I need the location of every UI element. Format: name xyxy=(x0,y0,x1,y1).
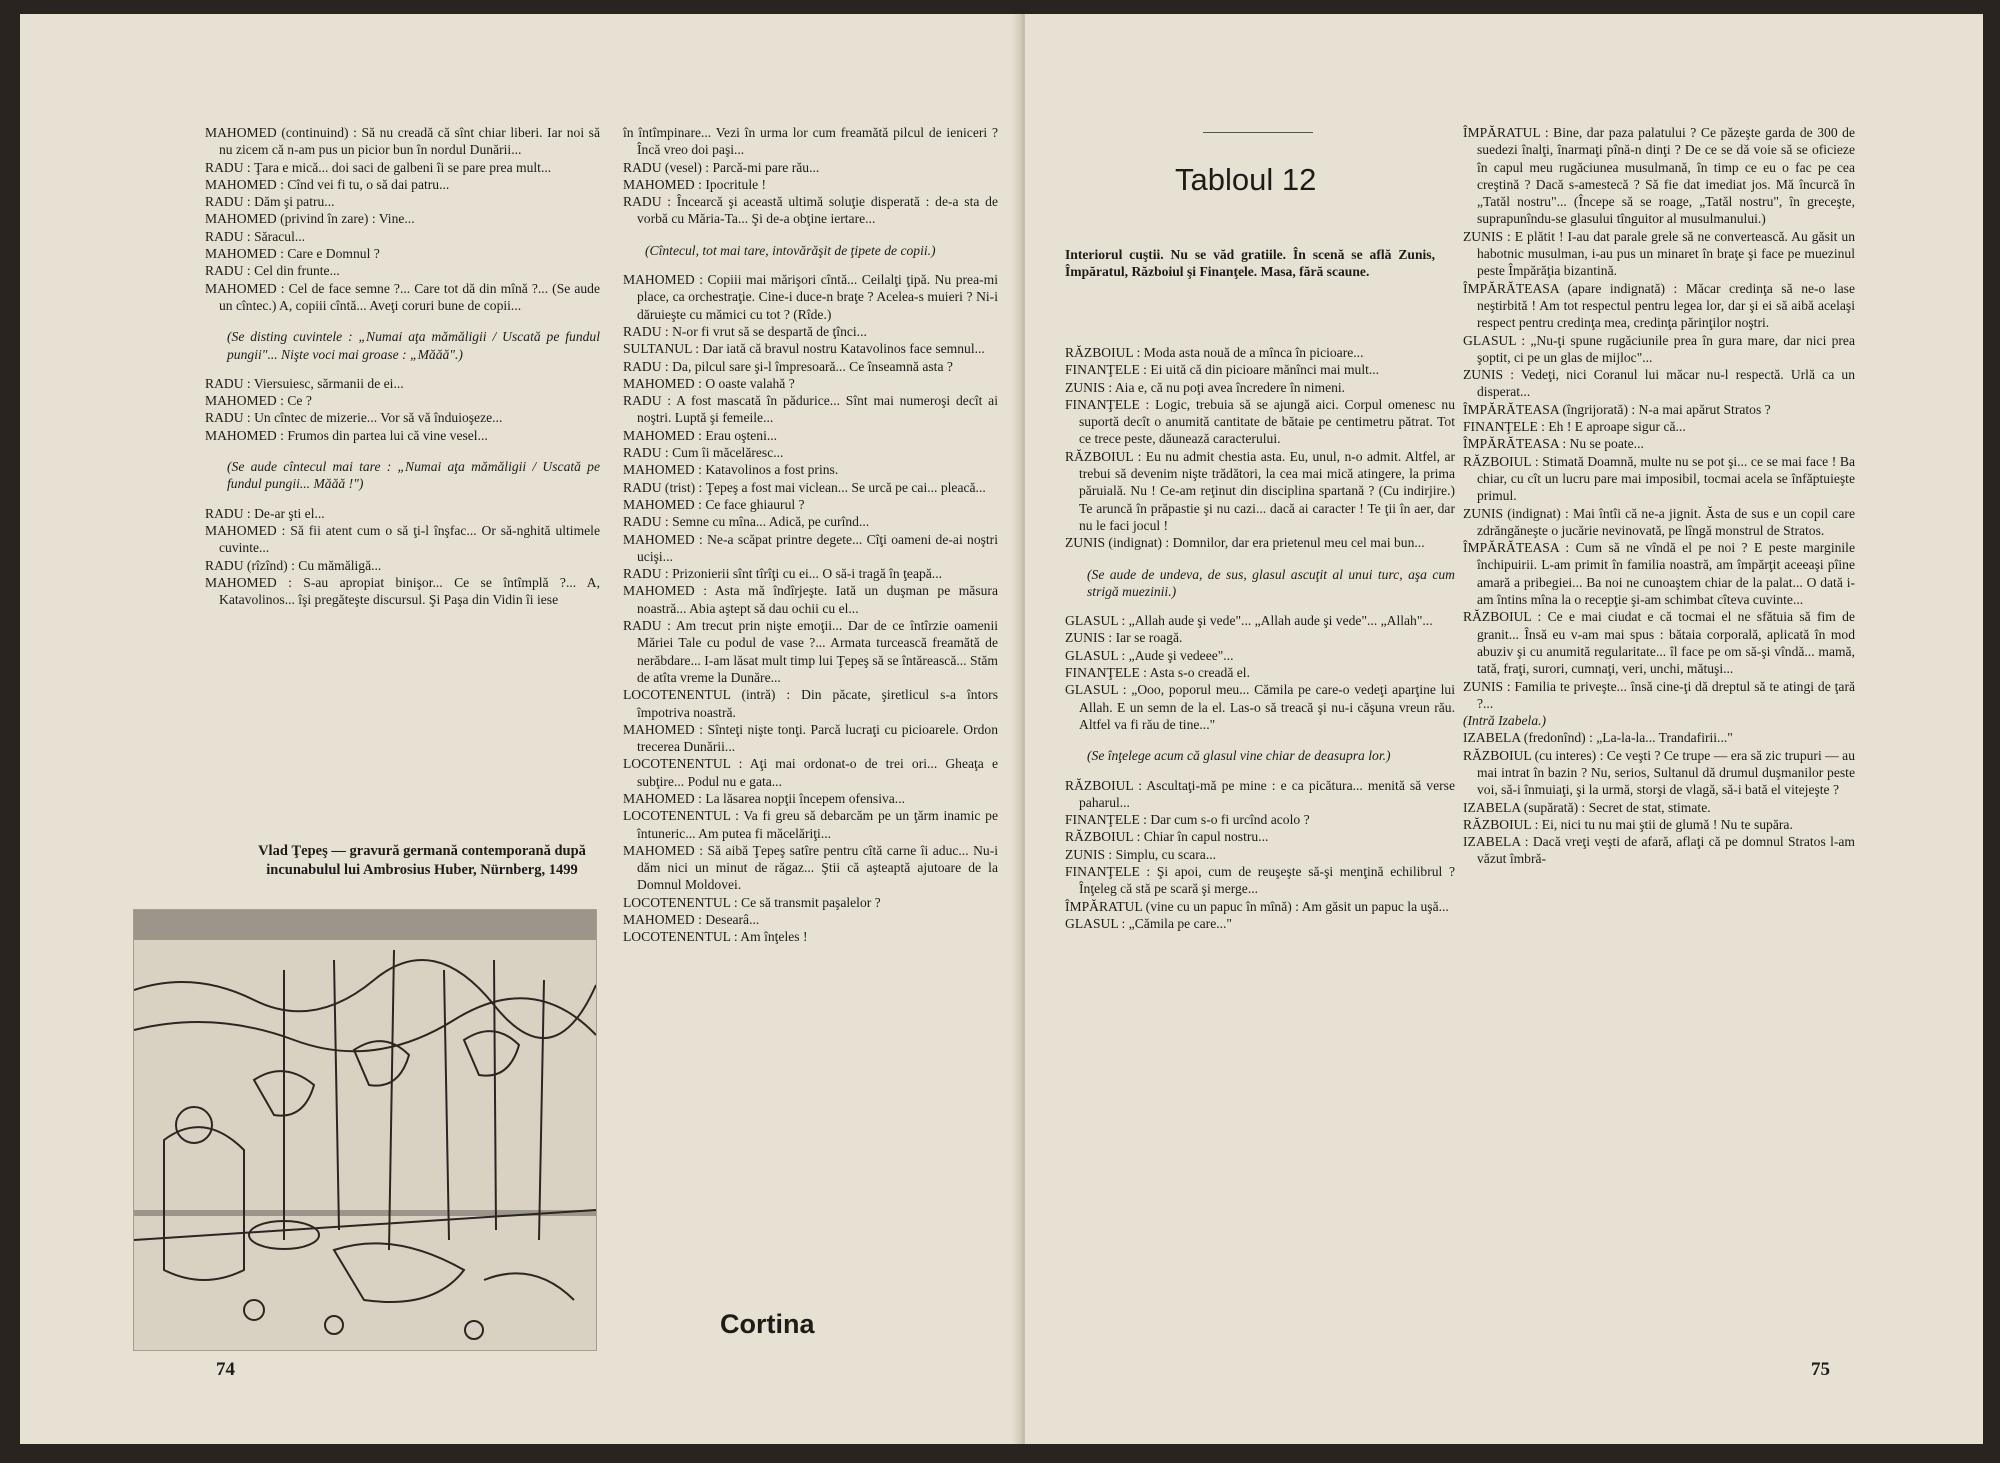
stage-direction: (Se aude cîntecul mai tare : „Numai aţa mămăligii / Uscată pe fundul pungii... Măăă !") xyxy=(227,459,600,492)
dialogue-line: RADU : Semne cu mîna... Adică, pe curînd... xyxy=(623,514,870,530)
dialogue-line: FINANŢELE : Asta s-o creadă el. xyxy=(1065,665,1250,681)
woodcut-engraving-image xyxy=(134,910,596,1350)
dialogue-line: RADU : A fost mascată în pădurice... Sînt mai numeroşi decît ai noştri. Luptă şi femeile... xyxy=(623,393,998,426)
dialogue-line: ÎMPĂRATUL : Bine, dar paza palatului ? Ce păzeşte garda de 300 de suedezi înalţi, înarmaţi pînă-n dinţi ? De ce se dă voie să se oficieze în capul meu rugăciunea musulmană, în timp ce eu o fac pe cea creştină ? Dacă s-amestecă ? Să fie dat imediat jos. Mă încurcă în „Tatăl nostru"... (Începe să se roage, „Tatăl nostru", în greceşte, suprapunîndu-se glasului tînguitor al musulmanului.) xyxy=(1463,125,1855,227)
dialogue-line: RADU : Da, pilcul sare şi-l împresoară... Ce înseamnă asta ? xyxy=(623,358,953,374)
right-column-1 xyxy=(1065,344,1455,932)
dialogue-line: GLASUL : „Nu-ţi spune rugăciunile prea în gura mare, dar nici prea şoptit, ci pe un glas de mijloc"... xyxy=(1463,332,1855,365)
dialogue-line: FINANŢELE : Ei uită că din picioare mănînci mai mult... xyxy=(1065,362,1380,378)
dialogue-line: MAHOMED : Ipocritule ! xyxy=(623,176,767,192)
dialogue-line: RADU : De-ar şti el... xyxy=(205,505,325,521)
curtain-label: Cortina xyxy=(720,1309,815,1339)
dialogue-line: MAHOMED : Frumos din partea lui că vine vesel... xyxy=(205,427,488,443)
dialogue-line: RADU : Săracul... xyxy=(205,228,306,244)
title-rule xyxy=(1203,132,1313,133)
dialogue-line: FINANŢELE : Eh ! E aproape sigur că... xyxy=(1463,419,1686,435)
dialogue-line: MAHOMED : Katavolinos a fost prins. xyxy=(623,462,839,478)
dialogue-line: MAHOMED : Care e Domnul ? xyxy=(205,246,380,262)
dialogue-line: FINANŢELE : Dar cum s-o fi urcînd acolo ? xyxy=(1065,812,1310,828)
right-page xyxy=(1024,14,1983,1444)
dialogue-line: MAHOMED : Cînd vei fi tu, o să dai patru... xyxy=(205,176,450,192)
dialogue-line: GLASUL : „Aude şi vedeee"... xyxy=(1065,647,1234,663)
page-number-right: 75 xyxy=(1811,1359,1830,1380)
figure-caption: Vlad Ţepeş — gravură germană contemporană după incunabulul lui Ambrosius Huber, Nürnberg, 1499 xyxy=(258,843,586,878)
dialogue-line: MAHOMED : Ce face ghiaurul ? xyxy=(623,496,805,512)
dialogue-line: LOCOTENENTUL : Va fi greu să debarcăm pe un ţărm inamic pe întuneric... Am putea fi măcelăriţi... xyxy=(623,808,998,841)
dialogue-line: RADU : Ţara e mică... doi saci de galbeni îi se pare prea mult... xyxy=(205,159,552,175)
dialogue-line: ZUNIS : Familia te priveşte... însă cine-ţi dă dreptul să te atingi de ţară ?... xyxy=(1463,678,1855,711)
stage-direction: (Se disting cuvintele : „Numai aţa mămăligii / Uscată pe fundul pungii"... Nişte voci mai groase : „Măăă".) xyxy=(227,329,600,362)
dialogue-line: RĂZBOIUL : Ei, nici tu nu mai ştii de glumă ! Nu te supăra. xyxy=(1463,816,1793,832)
tableau-title: Tabloul 12 xyxy=(1175,162,1317,197)
dialogue-line: RADU (rîzînd) : Cu mămăligă... xyxy=(205,557,382,573)
left-column-2 xyxy=(623,124,998,946)
left-column-1 xyxy=(205,124,600,608)
woodcut-illustration xyxy=(133,909,597,1351)
dialogue-line: ZUNIS : E plătit ! I-au dat parale grele să ne convertească. Au găsit un habotnic musulman, i-au pus un minaret în braţe şi face pe muezinul peste Împărăţia bizantină. xyxy=(1463,228,1855,279)
dialogue-line: LOCOTENENTUL : Am înţeles ! xyxy=(623,929,808,945)
dialogue-line: MAHOMED (privind în zare) : Vine... xyxy=(205,211,415,227)
dialogue-line: ZUNIS : Vedeţi, nici Coranul lui măcar nu-l respectă. Urlă ca un disperat... xyxy=(1463,367,1855,400)
dialogue-line: MAHOMED : O oaste valahă ? xyxy=(623,375,795,391)
dialogue-line: RĂZBOIUL (cu interes) : Ce veşti ? Ce trupe — era să zic trupuri — au mai intrat în bazin ? Nu, serios, Sultanul dă drumul duşmanilor peste voi, să-i înmuiaţi, şi la urmă, storşi de vlagă, să-i bată el vitejeşte ? xyxy=(1463,747,1855,798)
dialogue-line: IZABELA : Dacă vreţi veşti de afară, aflaţi că pe domnul Stratos l-am văzut îmbră- xyxy=(1463,834,1855,867)
dialogue-line: RADU : Încearcă şi această ultimă soluţie disperată : de-a sta de vorbă cu Măria-Ta... Şi de-a obţine iertare... xyxy=(623,194,998,227)
scene-intro: Interiorul cuştii. Nu se văd gratiile. În scenă se află Zunis, Împăratul, Războiul şi Finanţele. Masa, fără scaune. xyxy=(1065,247,1435,280)
stage-direction: (Cîntecul, tot mai tare, intovărăşit de ţipete de copii.) xyxy=(645,242,936,258)
dialogue-line: MAHOMED : Să aibă Ţepeş satîre pentru cîtă carne îi aduc... Nu-i dăm nici un minut de răgaz... Ştii că aşteaptă ajutoare de la Domnul Moldovei. xyxy=(623,842,998,893)
dialogue-line: RADU : Am trecut prin nişte emoţii... Dar de ce întîrzie oamenii Măriei Tale cu podul de vase ?... Armata turcească freamătă de nerăbdare... I-am lăsat mult timp lui Ţepeş să se întărească... Stăm de atîta vreme la Dunăre... xyxy=(623,618,998,685)
dialogue-line: FINANŢELE : Logic, trebuia să se ajungă aici. Corpul omenesc nu suportă decît o anumită cantitate de bătaie pe centimetru pătrat. Tot ce trece peste, dăunează caracterului. xyxy=(1065,396,1455,447)
dialogue-line: RĂZBOIUL : Chiar în capul nostru... xyxy=(1065,829,1269,845)
dialogue-line: GLASUL : „Cămila pe care..." xyxy=(1065,915,1232,931)
dialogue-line: ÎMPĂRĂTEASA (îngrijorată) : N-a mai apărut Stratos ? xyxy=(1463,401,1771,417)
dialogue-line: IZABELA (supărată) : Secret de stat, stimate. xyxy=(1463,799,1711,815)
dialogue-line: ÎMPĂRATUL (vine cu un papuc în mînă) : Am găsit un papuc la uşă... xyxy=(1065,898,1449,914)
dialogue-line: MAHOMED : Ne-a scăpat printre degete... Cîţi oameni de-ai noştri ucişi... xyxy=(623,531,998,564)
dialogue-line: ZUNIS : Simplu, cu scara... xyxy=(1065,846,1217,862)
dialogue-line: MAHOMED : Sînteţi nişte tonţi. Parcă lucraţi cu picioarele. Ordon trecerea Dunării... xyxy=(623,721,998,755)
dialogue-line: RĂZBOIUL : Moda asta nouă de a mînca în picioare... xyxy=(1065,345,1364,360)
dialogue-line: RADU : Un cîntec de mizerie... Vor să vă înduioşeze... xyxy=(205,410,503,426)
dialogue-line: MAHOMED : Ce ? xyxy=(205,393,312,409)
dialogue-line: MAHOMED : Erau oşteni... xyxy=(623,427,778,443)
dialogue-line: RADU (vesel) : Parcă-mi pare rău... xyxy=(623,159,820,175)
dialogue-line: SULTANUL : Dar iată că bravul nostru Katavolinos face semnul... xyxy=(623,341,985,357)
dialogue-line: ÎMPĂRĂTEASA (apare indignată) : Măcar credinţa să ne-o lase neştirbită ! Am tot respectul pentru legea lor, dar şi ei să aibă acelaşi respect pentru credinţa mea, credinţa părinţilor noştri. xyxy=(1463,280,1855,331)
dialogue-line: RĂZBOIUL : Eu nu admit chestia asta. Eu, unul, n-o admit. Altfel, ar trebui să devenim nişte trădători, la cea mai mică atingere, la prima păruială. Nu ! Ce-am reţinut din disciplina spartană ? (Cu indirjire.) Te aruncă în prăpastie şi nu cazi... dacă ai caracter ! Te ţii în aer, dar nu le faci jocul ! xyxy=(1065,448,1455,533)
dialogue-line: MAHOMED : Asta mă îndîrjeşte. Iată un duşman pe măsura noastră... Abia aştept să dau ochii cu el... xyxy=(623,583,998,616)
dialogue-line: RĂZBOIUL : Ce e mai ciudat e că tocmai el ne sfătuia să fim de granit... Însă eu v-am mai spus : bătaia corporală, aplicată în mod abuziv şi cu anumită regularitate... îl face pe om să-şi vîndă... mamă, tată, fraţi, surori, cumnaţi, veri, unchi, mătuşi... xyxy=(1463,609,1855,677)
dialogue-line: FINANŢELE : Şi apoi, cum de reuşeşte să-şi menţină echilibrul ? Înţeleg că stă pe scară şi merge... xyxy=(1065,864,1455,897)
dialogue-line: MAHOMED : Copiii mai mărişori cîntă... Ceilalţi ţipă. Nu prea-mi place, ca orchestraţie. Cine-i duce-n braţe ? Acelea-s muieri ? Ni-i dăruieşte cu mămici cu tot ? (Rîde.) xyxy=(623,272,998,322)
dialogue-line: RADU : Prizonierii sînt tîrîţi cu ei... O să-i tragă în ţeapă... xyxy=(623,566,943,582)
right-column-2 xyxy=(1463,124,1855,868)
dialogue-line: ÎMPĂRĂTEASA : Nu se poate... xyxy=(1463,436,1644,452)
dialogue-line: în întîmpinare... Vezi în urma lor cum freamătă pilcul de ieniceri ? Încă vreo doi paşi... xyxy=(623,125,998,158)
dialogue-line: ZUNIS (indignat) : Mai întîi că ne-a jignit. Ăsta de sus e un copil care zdrăngăneşte o jucărie nevinovată, pe lîngă monstrul de Stratos. xyxy=(1463,505,1855,538)
dialogue-line: RADU : Cel din frunte... xyxy=(205,263,340,279)
dialogue-line: ZUNIS : Aia e, că nu poţi avea încredere în nimeni. xyxy=(1065,379,1346,395)
dialogue-line: MAHOMED : S-au apropiat binişor... Ce se întîmplă ?... A, Katavolinos... îşi pregăteşte discursul. Şi Paşa din Vidin îi iese xyxy=(205,574,600,608)
dialogue-line: ÎMPĂRĂTEASA : Cum să ne vîndă el pe noi ? E peste marginile închipuirii. L-am primit în familia noastră, am împărţit aceeaşi pîine amară a pribegiei... Ba noi ne cunoaştem chiar de la palat... O dată i-am întins mîna la o recepţie şi-am schimbat cîteva cuvinte... xyxy=(1463,540,1855,608)
dialogue-line: MAHOMED : Desearâ... xyxy=(623,912,760,928)
dialogue-line: LOCOTENENTUL : Ce să transmit paşalelor ? xyxy=(623,894,881,910)
dialogue-line: GLASUL : „Allah aude şi vede"... „Allah aude şi vede"... „Allah"... xyxy=(1065,613,1433,629)
dialogue-line: LOCOTENENTUL : Aţi mai ordonat-o de trei ori... Gheaţa e subţire... Podul nu e gata... xyxy=(623,756,998,789)
dialogue-line: MAHOMED (continuind) : Să nu creadă că sînt chiar liberi. Iar noi să nu zicem că n-am pus un picior bun în nordul Dunării... xyxy=(205,125,600,158)
dialogue-line: LOCOTENENTUL (intră) : Din păcate, şiretlicul s-a întors împotriva noastră. xyxy=(623,687,998,720)
stage-direction: (Intră Izabela.) xyxy=(1463,713,1547,729)
dialogue-line: MAHOMED : Cel de face semne ?... Care tot dă din mînă ?... (Se aude un cîntec.) A, copiii cîntă... Aveţi coruri bune de copii... xyxy=(205,280,600,313)
dialogue-line: ZUNIS : Iar se roagă. xyxy=(1065,630,1183,646)
dialogue-line: RADU : N-or fi vrut să se despartă de ţînci... xyxy=(623,323,867,339)
dialogue-line: IZABELA (fredonînd) : „La-la-la... Trandafirii..." xyxy=(1463,730,1733,746)
dialogue-line: RADU (trist) : Ţepeş a fost mai viclean... Se urcă pe cai... pleacă... xyxy=(623,479,986,495)
dialogue-line: RĂZBOIUL : Stimată Doamnă, multe nu se pot şi... ce se mai face ! Ba chiar, cu cît un lucru pare mai imposibil, tocmai acela se înfăptuieşte primul. xyxy=(1463,453,1855,504)
dialogue-line: RĂZBOIUL : Ascultaţi-mă pe mine : e ca picătura... menită să verse paharul... xyxy=(1065,777,1455,810)
dialogue-line: RADU : Dăm şi patru... xyxy=(205,194,335,210)
dialogue-line: GLASUL : „Ooo, poporul meu... Cămila pe care-o vedeţi aparţine lui Allah. E un semn de la el. Las-o să treacă şi nu-i căşuna vreun rău. Altfel va fi rău de tine..." xyxy=(1065,682,1455,732)
stage-direction: (Se aude de undeva, de sus, glasul ascuţit al unui turc, aşa cum strigă muezinii.) xyxy=(1087,566,1455,599)
dialogue-line: MAHOMED : La lăsarea nopţii începem ofensiva... xyxy=(623,790,905,806)
stage-direction: (Se înţelege acum că glasul vine chiar de deasupra lor.) xyxy=(1087,748,1391,764)
dialogue-line: ZUNIS (indignat) : Domnilor, dar era prietenul meu cel mai bun... xyxy=(1065,535,1425,551)
page-number-left: 74 xyxy=(216,1359,235,1380)
dialogue-line: RADU : Cum îi măcelăresc... xyxy=(623,445,784,461)
dialogue-line: MAHOMED : Să fii atent cum o să ţi-l înşfac... Or să-nghită ultimele cuvinte... xyxy=(205,522,600,556)
dialogue-line: RADU : Viersuiesc, sărmanii de ei... xyxy=(205,375,404,391)
left-page xyxy=(20,14,1023,1444)
